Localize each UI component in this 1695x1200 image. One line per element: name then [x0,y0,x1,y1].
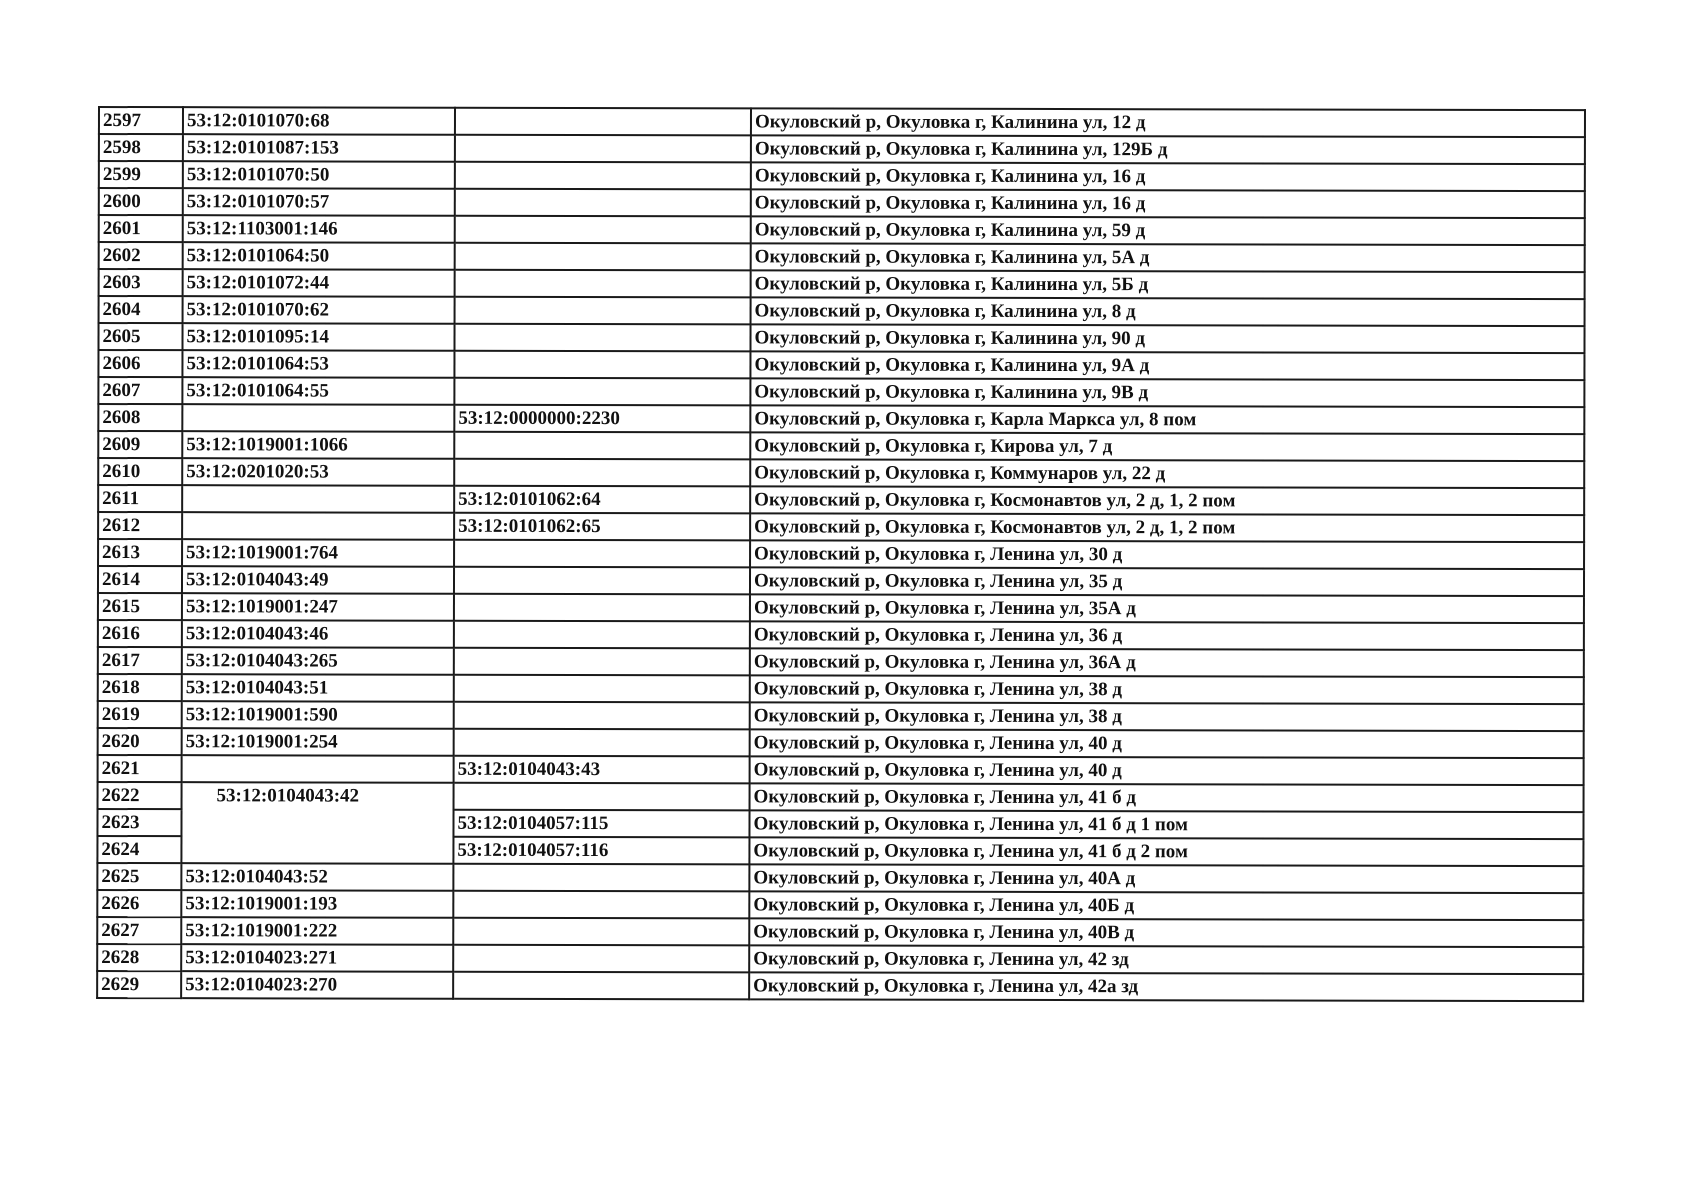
object-cadastral-number-cell [454,621,750,649]
object-cadastral-number-cell [455,297,751,325]
table-row [99,188,1585,218]
land-cadastral-number-cell: 53:12:0104023:270 [181,971,453,999]
row-number-cell: 2617 [98,647,182,674]
land-cadastral-number-cell [182,404,454,432]
row-number-cell: 2616 [98,620,182,647]
table-row [98,728,1584,758]
address-cell: Окуловский р, Окуловка г, Калинина ул, 5А д [751,243,1585,272]
row-number-cell: 2626 [97,890,181,917]
land-cadastral-number-cell: 53:12:0101070:50 [183,161,455,189]
address-cell: Окуловский р, Окуловка г, Кирова ул, 7 д [750,432,1584,461]
object-cadastral-number-cell: 53:12:0104057:116 [453,837,749,865]
row-number-cell: 2615 [98,593,182,620]
object-cadastral-number-cell [454,432,750,460]
object-cadastral-number-cell [453,972,749,1000]
row-number-cell: 2614 [98,566,182,593]
land-cadastral-number-cell: 53:12:0101095:14 [182,323,454,351]
table-row [98,404,1584,434]
object-cadastral-number-cell [454,567,750,595]
land-cadastral-number-cell: 53:12:1019001:764 [182,539,454,567]
address-cell: Окуловский р, Окуловка г, Ленина ул, 36 д [750,621,1584,650]
address-cell: Окуловский р, Окуловка г, Ленина ул, 40 д [750,729,1584,758]
object-cadastral-number-cell: 53:12:0101062:64 [454,486,750,514]
land-cadastral-number-cell: 53:12:0104043:49 [182,566,454,594]
row-number-cell: 2622 [98,782,182,809]
address-cell: Окуловский р, Окуловка г, Ленина ул, 41 б д 2 пом [749,837,1583,866]
object-cadastral-number-cell [455,216,751,244]
table-row [97,890,1583,920]
table-row [98,674,1584,704]
land-cadastral-number-cell: 53:12:0101064:50 [183,242,455,270]
land-cadastral-number-cell: 53:12:1019001:222 [181,917,453,945]
address-cell: Окуловский р, Окуловка г, Ленина ул, 40В д [749,918,1583,947]
address-cell: Окуловский р, Окуловка г, Ленина ул, 41 б д 1 пом [749,810,1583,839]
table-row [97,971,1583,1001]
registry-body [97,107,1585,1001]
address-cell: Окуловский р, Окуловка г, Ленина ул, 42 зд [749,945,1583,974]
row-number-cell: 2606 [98,350,182,377]
address-cell: Окуловский р, Окуловка г, Калинина ул, 16 д [751,189,1585,218]
row-number-cell: 2604 [99,296,183,323]
land-cadastral-number-cell: 53:12:0101064:55 [182,377,454,405]
object-cadastral-number-cell [453,945,749,973]
table-row [99,161,1585,191]
row-number-cell: 2601 [99,215,183,242]
land-cadastral-number-cell: 53:12:0104043:265 [182,647,454,675]
row-number-cell: 2620 [98,728,182,755]
land-cadastral-number-cell: 53:12:1019001:254 [182,728,454,756]
land-cadastral-number-cell: 53:12:0101070:68 [183,107,455,135]
address-cell: Окуловский р, Окуловка г, Карла Маркса ул, 8 пом [750,405,1584,434]
object-cadastral-number-cell [454,594,750,622]
row-number-cell: 2629 [97,971,181,998]
row-number-cell: 2602 [99,242,183,269]
address-cell: Окуловский р, Окуловка г, Калинина ул, 90 д [750,324,1584,353]
row-number-cell: 2609 [98,431,182,458]
address-cell: Окуловский р, Окуловка г, Калинина ул, 59 д [751,216,1585,245]
table-row [97,944,1583,974]
table-row [98,539,1584,569]
address-cell: Окуловский р, Окуловка г, Калинина ул, 129Б д [751,135,1585,164]
land-cadastral-number-cell: 53:12:1019001:1066 [182,431,454,459]
row-number-cell: 2623 [97,809,181,836]
address-cell: Окуловский р, Окуловка г, Ленина ул, 42а зд [749,972,1583,1001]
land-cadastral-number-cell: 53:12:1019001:590 [182,701,454,729]
row-number-cell: 2599 [99,161,183,188]
table-row [98,566,1584,596]
table-row [99,134,1585,164]
address-cell: Окуловский р, Окуловка г, Калинина ул, 8 д [751,297,1585,326]
row-number-cell: 2610 [98,458,182,485]
table-row [98,458,1584,488]
land-cadastral-number-cell: 53:12:0104043:42 [181,782,453,864]
table-row [98,620,1584,650]
address-cell: Окуловский р, Окуловка г, Ленина ул, 35 д [750,567,1584,596]
land-cadastral-number-cell [182,755,454,783]
object-cadastral-number-cell [454,783,750,811]
row-number-cell: 2618 [98,674,182,701]
object-cadastral-number-cell: 53:12:0104043:43 [454,756,750,784]
land-cadastral-number-cell: 53:12:0101070:57 [183,188,455,216]
object-cadastral-number-cell [454,648,750,676]
table-row [98,323,1584,353]
row-number-cell: 2624 [97,836,181,863]
land-cadastral-number-cell [182,512,454,540]
address-cell: Окуловский р, Окуловка г, Ленина ул, 30 д [750,540,1584,569]
land-cadastral-number-cell: 53:12:0104043:52 [181,863,453,891]
object-cadastral-number-cell [454,324,750,352]
table-row [98,755,1584,785]
land-cadastral-number-cell: 53:12:0101070:62 [183,296,455,324]
table-row [99,242,1585,272]
land-cadastral-number-cell: 53:12:0201020:53 [182,458,454,486]
table-row [97,917,1583,947]
object-cadastral-number-cell [455,243,751,271]
object-cadastral-number-cell [455,189,751,217]
object-cadastral-number-cell [453,891,749,919]
object-cadastral-number-cell [455,162,751,190]
object-cadastral-number-cell [454,729,750,757]
table-row [99,269,1585,299]
table-row [98,782,1584,812]
row-number-cell: 2597 [99,107,183,134]
table-row [98,512,1584,542]
table-row [99,107,1585,137]
address-cell: Окуловский р, Окуловка г, Космонавтов ул, 2 д, 1, 2 пом [750,513,1584,542]
address-cell: Окуловский р, Окуловка г, Ленина ул, 36А д [750,648,1584,677]
row-number-cell: 2613 [98,539,182,566]
land-cadastral-number-cell: 53:12:1103001:146 [183,215,455,243]
table-row [98,431,1584,461]
land-cadastral-number-cell: 53:12:0104043:51 [182,674,454,702]
land-cadastral-number-cell: 53:12:0101087:153 [183,134,455,162]
land-cadastral-number-cell: 53:12:1019001:193 [181,890,453,918]
address-cell: Окуловский р, Окуловка г, Космонавтов ул, 2 д, 1, 2 пом [750,486,1584,515]
row-number-cell: 2600 [99,188,183,215]
object-cadastral-number-cell: 53:12:0104057:115 [453,810,749,838]
land-cadastral-number-cell: 53:12:0101064:53 [182,350,454,378]
row-number-cell: 2605 [98,323,182,350]
row-number-cell: 2603 [99,269,183,296]
address-cell: Окуловский р, Окуловка г, Коммунаров ул, 22 д [750,459,1584,488]
object-cadastral-number-cell [455,270,751,298]
table-row [98,701,1584,731]
table-row [98,350,1584,380]
table-row [99,215,1585,245]
land-cadastral-number-cell: 53:12:1019001:247 [182,593,454,621]
land-cadastral-number-cell: 53:12:0104043:46 [182,620,454,648]
row-number-cell: 2611 [98,485,182,512]
row-number-cell: 2612 [98,512,182,539]
row-number-cell: 2625 [97,863,181,890]
object-cadastral-number-cell [454,540,750,568]
object-cadastral-number-cell [454,378,750,406]
object-cadastral-number-cell [455,135,751,163]
address-cell: Окуловский р, Окуловка г, Калинина ул, 9А д [750,351,1584,380]
object-cadastral-number-cell [454,675,750,703]
row-number-cell: 2621 [98,755,182,782]
address-cell: Окуловский р, Окуловка г, Калинина ул, 12 д [751,108,1585,137]
table-row [98,593,1584,623]
address-cell: Окуловский р, Окуловка г, Ленина ул, 38 д [750,702,1584,731]
object-cadastral-number-cell [454,351,750,379]
row-number-cell: 2598 [99,134,183,161]
object-cadastral-number-cell [454,459,750,487]
row-number-cell: 2627 [97,917,181,944]
table-row [99,296,1585,326]
row-number-cell: 2628 [97,944,181,971]
land-cadastral-number-cell: 53:12:0101072:44 [183,269,455,297]
address-cell: Окуловский р, Окуловка г, Ленина ул, 38 д [750,675,1584,704]
address-cell: Окуловский р, Окуловка г, Ленина ул, 40 д [750,756,1584,785]
address-cell: Окуловский р, Окуловка г, Калинина ул, 9В д [750,378,1584,407]
object-cadastral-number-cell [453,864,749,892]
object-cadastral-number-cell [454,702,750,730]
object-cadastral-number-cell [453,918,749,946]
land-cadastral-number-cell [182,485,454,513]
table-row [98,647,1584,677]
table-row [97,863,1583,893]
table-row [98,485,1584,515]
registry-table [96,106,1586,1002]
land-cadastral-number-cell: 53:12:0104023:271 [181,944,453,972]
row-number-cell: 2607 [98,377,182,404]
object-cadastral-number-cell [455,108,751,136]
table-row [98,377,1584,407]
address-cell: Окуловский р, Окуловка г, Ленина ул, 35А д [750,594,1584,623]
address-cell: Окуловский р, Окуловка г, Калинина ул, 5Б д [751,270,1585,299]
row-number-cell: 2619 [98,701,182,728]
address-cell: Окуловский р, Окуловка г, Ленина ул, 41 б д [750,783,1584,812]
object-cadastral-number-cell: 53:12:0000000:2230 [454,405,750,433]
address-cell: Окуловский р, Окуловка г, Калинина ул, 16 д [751,162,1585,191]
object-cadastral-number-cell: 53:12:0101062:65 [454,513,750,541]
row-number-cell: 2608 [98,404,182,431]
address-cell: Окуловский р, Окуловка г, Ленина ул, 40А д [749,864,1583,893]
address-cell: Окуловский р, Окуловка г, Ленина ул, 40Б д [749,891,1583,920]
